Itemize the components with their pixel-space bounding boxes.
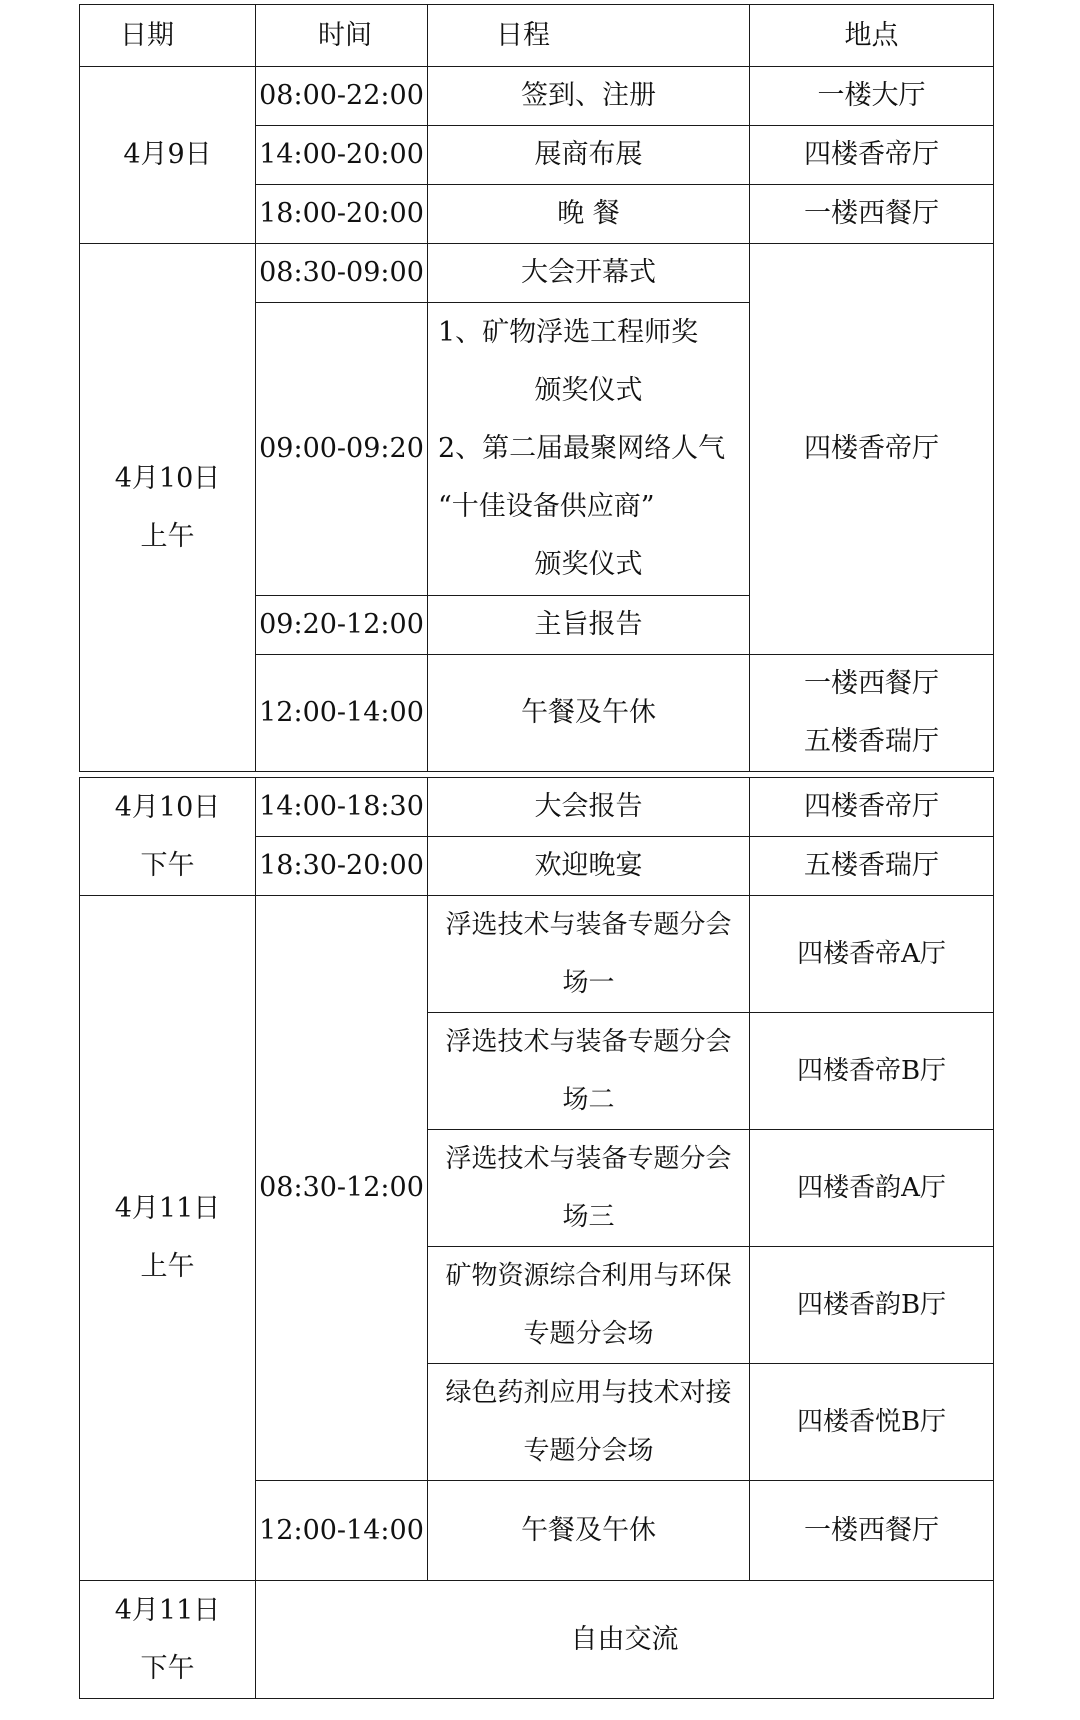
program-line: 场一 [562, 968, 615, 998]
program-cell: 签到、注册 [428, 67, 750, 126]
time-cell: 12:00-14:00 [256, 655, 428, 772]
program-cell [428, 1013, 750, 1130]
header-program: 日程 [428, 5, 750, 67]
program-line: 场二 [562, 1085, 615, 1115]
venue-cell: 四楼香韵A厅 [750, 1130, 994, 1247]
program-line: 2、第二届最聚网络人气 [438, 433, 726, 464]
venue-cell: 四楼香帝B厅 [750, 1013, 994, 1130]
program-line: 浮选技术与装备专题分会 [445, 1144, 732, 1174]
header-time: 时间 [256, 5, 428, 67]
program-line: 专题分会场 [523, 1319, 654, 1349]
program-cell [428, 896, 750, 1013]
date-subline: 下午 [140, 849, 195, 881]
date-cell [80, 896, 256, 1581]
time-cell: 18:00-20:00 [256, 185, 428, 244]
date-subline: 下午 [140, 1652, 195, 1684]
program-line: 颁奖仪式 [534, 375, 643, 406]
program-cell [428, 303, 750, 596]
time-cell: 18:30-20:00 [256, 837, 428, 896]
program-cell [428, 1364, 750, 1481]
schedule-table-part1 [79, 4, 994, 772]
venue-cell: 四楼香帝厅 [750, 778, 994, 837]
time-cell: 14:00-18:30 [256, 778, 428, 837]
venue-cell: 四楼香帝厅 [750, 126, 994, 185]
program-line: 场三 [562, 1202, 615, 1232]
table-row [80, 778, 994, 837]
table-row [80, 1581, 994, 1699]
date-subline: 上午 [140, 520, 195, 552]
venue-cell: 四楼香悦B厅 [750, 1364, 994, 1481]
program-line: “十佳设备供应商” [438, 491, 655, 522]
header-venue: 地点 [750, 5, 994, 67]
venue-cell: 四楼香帝厅 [750, 244, 994, 655]
venue-cell: 一楼大厅 [750, 67, 994, 126]
table-row [80, 896, 994, 1013]
venue-cell [750, 655, 994, 772]
program-line: 1、矿物浮选工程师奖 [438, 317, 699, 348]
program-cell: 自由交流 [256, 1581, 994, 1699]
table-row [80, 67, 994, 126]
venue-cell: 四楼香韵B厅 [750, 1247, 994, 1364]
program-line: 颁奖仪式 [534, 549, 643, 580]
venue-cell: 四楼香帝A厅 [750, 896, 994, 1013]
time-cell: 09:00-09:20 [256, 303, 428, 596]
date-cell [80, 1581, 256, 1699]
time-cell: 14:00-20:00 [256, 126, 428, 185]
time-cell: 08:00-22:00 [256, 67, 428, 126]
time-cell: 09:20-12:00 [256, 596, 428, 655]
header-date: 日期 [80, 5, 256, 67]
time-cell: 08:30-09:00 [256, 244, 428, 303]
time-cell: 08:30-12:00 [256, 896, 428, 1481]
venue-line: 五楼香瑞厅 [804, 726, 939, 757]
program-cell: 午餐及午休 [428, 655, 750, 772]
table-row [80, 244, 994, 303]
program-cell: 主旨报告 [428, 596, 750, 655]
program-line: 专题分会场 [523, 1436, 654, 1466]
program-cell: 欢迎晚宴 [428, 837, 750, 896]
date-line: 4月10日 [114, 791, 221, 823]
header-row [80, 5, 994, 67]
date-line: 4月11日 [114, 1594, 221, 1626]
program-cell: 晚 餐 [428, 185, 750, 244]
program-cell: 午餐及午休 [428, 1481, 750, 1581]
program-cell: 展商布展 [428, 126, 750, 185]
date-line: 4月11日 [114, 1193, 221, 1224]
date-line: 4月10日 [114, 462, 221, 494]
program-line: 浮选技术与装备专题分会 [445, 1027, 732, 1057]
venue-cell: 一楼西餐厅 [750, 1481, 994, 1581]
program-line: 矿物资源综合利用与环保 [445, 1261, 732, 1291]
date-cell [80, 778, 256, 896]
schedule-table-part2 [79, 777, 994, 1699]
program-line: 浮选技术与装备专题分会 [445, 910, 732, 940]
program-cell: 大会开幕式 [428, 244, 750, 303]
date-cell [80, 244, 256, 772]
venue-cell: 五楼香瑞厅 [750, 837, 994, 896]
date-subline: 上午 [140, 1251, 195, 1282]
date-cell: 4月9日 [80, 67, 256, 244]
venue-line: 一楼西餐厅 [804, 668, 939, 699]
time-cell: 12:00-14:00 [256, 1481, 428, 1581]
venue-cell: 一楼西餐厅 [750, 185, 994, 244]
program-cell [428, 1247, 750, 1364]
program-cell [428, 1130, 750, 1247]
program-cell: 大会报告 [428, 778, 750, 837]
program-line: 绿色药剂应用与技术对接 [445, 1378, 732, 1408]
